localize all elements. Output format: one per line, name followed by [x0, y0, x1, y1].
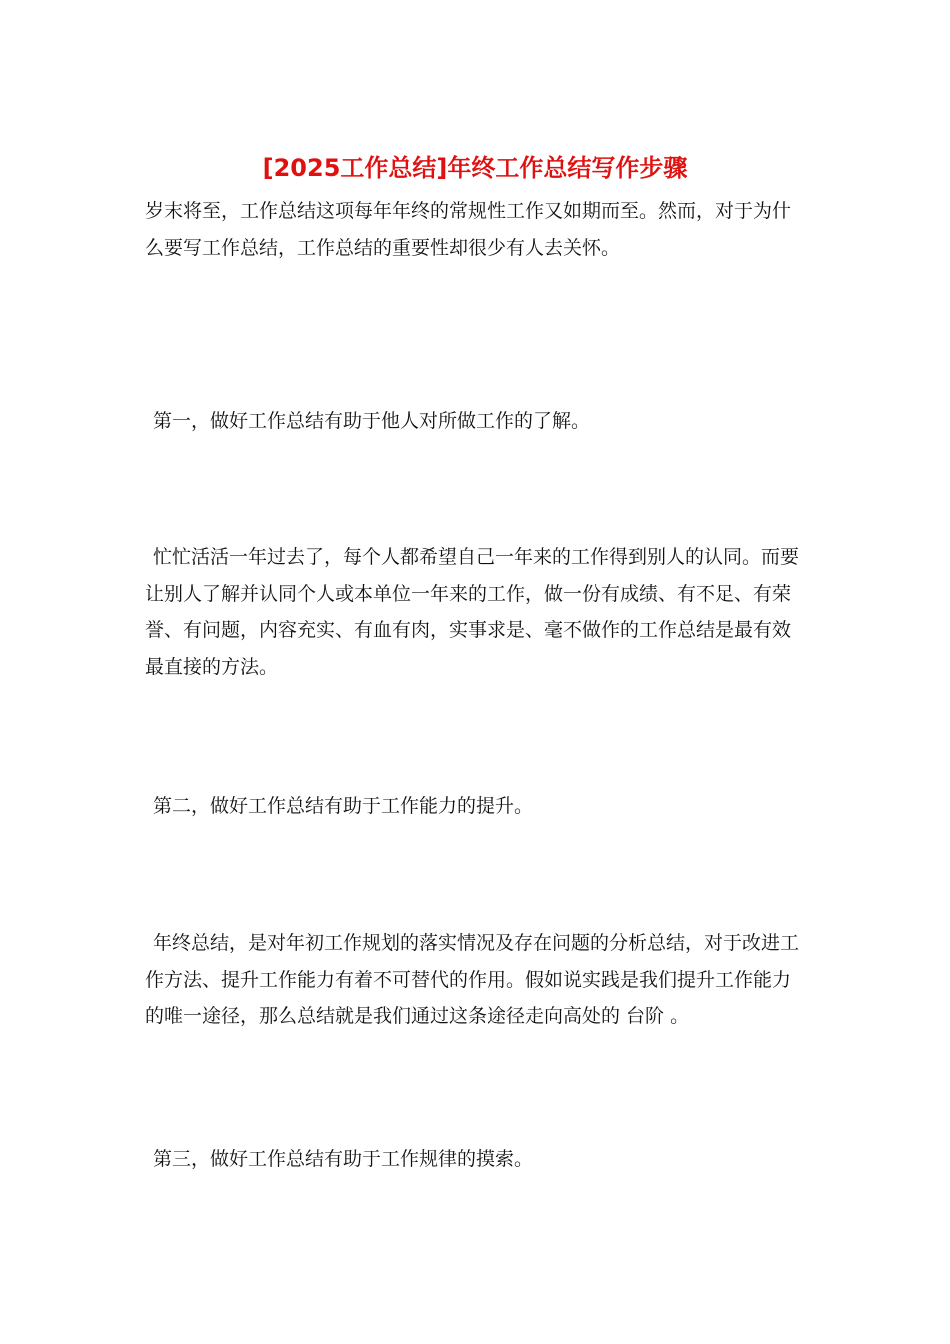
body-paragraph-2: [145, 925, 810, 1035]
paragraph-line: 誉、有问题，内容充实、有血有肉，实事求是、毫不做作的工作总结是最有效: [145, 619, 792, 641]
point-heading-text: 第三，做好工作总结有助于工作规律的摸索。: [153, 1148, 534, 1170]
point-heading-text: 第一，做好工作总结有助于他人对所做工作的了解。: [153, 410, 591, 432]
body-paragraph-1: [145, 539, 810, 685]
intro-line: 岁末将至，工作总结这项每年年终的常规性工作又如期而至。然而，对于为什: [145, 200, 792, 222]
intro-paragraph: [145, 193, 810, 266]
point-heading-1: [145, 403, 810, 440]
intro-line: 么要写工作总结，工作总结的重要性却很少有人去关怀。: [145, 236, 621, 259]
point-heading-2: [145, 788, 810, 825]
document-title: [2025工作总结]年终工作总结写作步骤: [262, 154, 688, 182]
paragraph-line: 忙忙活活一年过去了，每个人都希望自己一年来的工作得到别人的认同。而要: [153, 546, 800, 568]
paragraph-line: 年终总结，是对年初工作规划的落实情况及存在问题的分析总结，对于改进工: [153, 932, 800, 954]
paragraph-line: 的唯一途径，那么总结就是我们通过这条途径走向高处的 台阶 。: [145, 1005, 690, 1027]
point-heading-3: [145, 1141, 810, 1178]
point-heading-text: 第二，做好工作总结有助于工作能力的提升。: [153, 795, 534, 817]
paragraph-line: 让别人了解并认同个人或本单位一年来的工作，做一份有成绩、有不足、有荣: [145, 582, 792, 605]
paragraph-line: 最直接的方法。: [145, 655, 279, 678]
paragraph-line: 作方法、提升工作能力有着不可替代的作用。假如说实践是我们提升工作能力: [145, 968, 792, 991]
